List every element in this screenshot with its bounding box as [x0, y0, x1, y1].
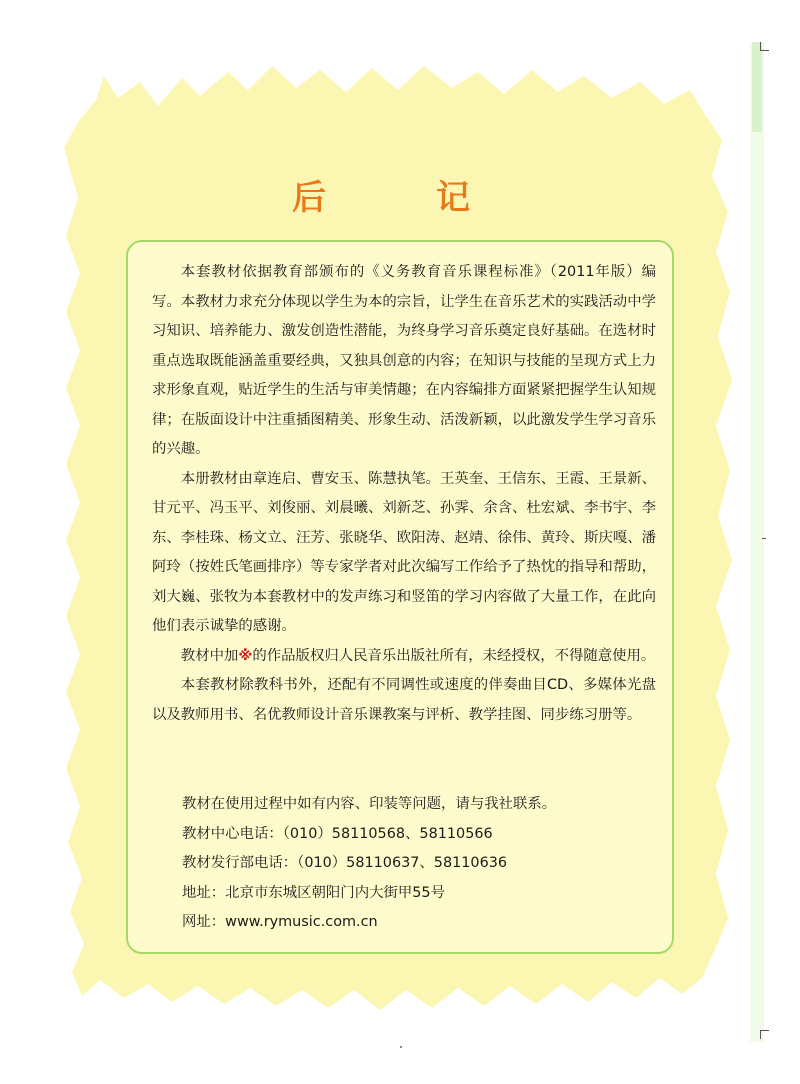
- contact-center-phone: 教材中心电话：（010）58110568、58110566: [182, 825, 493, 842]
- contact-address: 地址：北京市东城区朝阳门内大街甲55号: [182, 884, 445, 901]
- contact-website: 网址：www.rymusic.com.cn: [182, 914, 378, 930]
- crop-mark-bottom-right: [760, 1030, 769, 1039]
- contact-info: [182, 790, 652, 938]
- paragraph-curriculum: 本套教材依据教育部颁布的《义务教育音乐课程标准》（2011年版）编写。本教材力求充分体现以学生为本的宗旨，让学生在音乐艺术的实践活动中学习知识、培养能力、激发创造性潜能，为终身学习音乐奠定良好基础。在选材时重点选取既能涵盖重要经典，又独具创意的内容；在知识与技能的呈现方式上力求形象直观，贴近学生的生活与审美情趣；在内容编排方面紧紧把握学生认知规律；在版面设计中注重插图精美、形象生动、活泼新颖，以此激发学生学习音乐的兴趣。: [152, 264, 656, 457]
- copyright-mark-icon: ※: [238, 647, 253, 664]
- afterword-body: [152, 258, 656, 730]
- contact-distribution-phone: 教材发行部电话：（010）58110637、58110636: [182, 855, 508, 871]
- contact-notice: 教材在使用过程中如有内容、印装等问题，请与我社联系。: [182, 796, 557, 812]
- page-title: 后 记: [292, 178, 508, 218]
- crop-mark-top-right: [760, 42, 769, 51]
- page-dot: [400, 1046, 402, 1048]
- crop-mark-middle-right: [762, 538, 766, 539]
- copyright-text-before: 教材中加: [180, 647, 239, 664]
- paragraph-acknowledgements: 本册教材由章连启、曹安玉、陈慧执笔。王英奎、王信东、王霞、王景新、甘元平、冯玉平、刘俊丽、刘晨曦、刘新芝、孙霁、余含、杜宏斌、李书宇、李东、李桂珠、杨文立、汪芳、张晓华、欧阳涛、赵靖、徐伟、黄玲、斯庆嘎、潘阿玲（按姓氏笔画排序）等专家学者对此次编写工作给予了热忱的指导和帮助，刘大巍、张牧为本套教材中的发声练习和竖笛的学习内容做了大量工作，在此向他们表示诚挚的感谢。: [152, 470, 656, 634]
- page-edge-accent: [752, 42, 762, 132]
- copyright-text-after: 的作品版权归人民音乐出版社所有，未经授权，不得随意使用。: [252, 647, 656, 664]
- paragraph-copyright: [152, 642, 656, 672]
- paragraph-supplements: 本套教材除教科书外，还配有不同调性或速度的伴奏曲目CD、多媒体光盘以及教师用书、名优教师设计音乐课教案与评析、教学挂图、同步练习册等。: [152, 677, 656, 723]
